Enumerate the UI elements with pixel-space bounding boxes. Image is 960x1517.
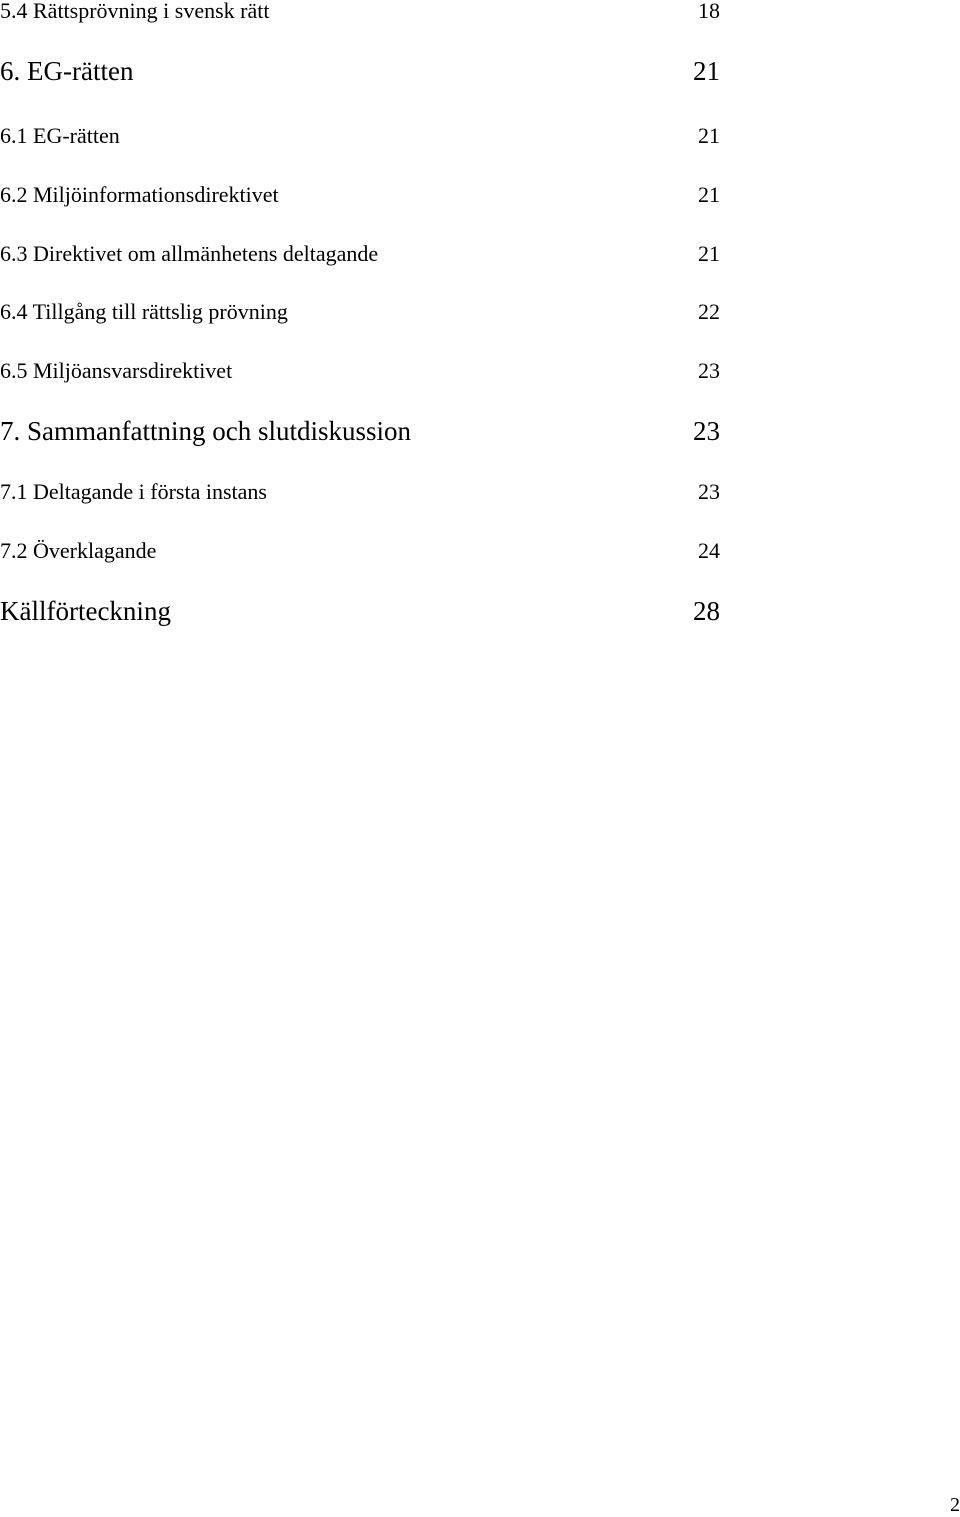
toc-entry-label: 5.4 Rättsprövning i svensk rätt bbox=[0, 0, 270, 23]
page-number: 2 bbox=[950, 1494, 960, 1516]
toc-entry-page: 21 bbox=[698, 182, 720, 207]
toc-entry-label: 6. EG-rätten bbox=[0, 56, 134, 86]
toc-entry-page: 21 bbox=[693, 56, 720, 86]
toc-entry-page: 28 bbox=[693, 596, 720, 626]
toc-entry-label: 6.5 Miljöansvarsdirektivet bbox=[0, 358, 233, 383]
toc-entry-page: 21 bbox=[698, 241, 720, 266]
toc-entry-label: 7.2 Överklagande bbox=[0, 538, 157, 563]
toc-entry-page: 22 bbox=[698, 299, 720, 324]
toc-entry-label: Källförteckning bbox=[0, 596, 171, 626]
toc-entry-page: 23 bbox=[698, 479, 720, 504]
toc-entry-page: 18 bbox=[698, 0, 720, 23]
toc-entry-page: 24 bbox=[698, 538, 720, 563]
toc-entry-page: 23 bbox=[698, 358, 720, 383]
toc-entry-label: 6.3 Direktivet om allmänhetens deltagande bbox=[0, 241, 379, 266]
toc-entry-label: 6.2 Miljöinformationsdirektivet bbox=[0, 182, 279, 207]
toc-entry-page: 23 bbox=[693, 416, 720, 446]
toc-entry-label: 7.1 Deltagande i första instans bbox=[0, 479, 267, 504]
toc-entry-label: 6.1 EG-rätten bbox=[0, 123, 120, 148]
toc-entry-label: 7. Sammanfattning och slutdiskussion bbox=[0, 416, 411, 446]
toc-entry-page: 21 bbox=[698, 123, 720, 148]
toc-entry-label: 6.4 Tillgång till rättslig prövning bbox=[0, 299, 288, 324]
